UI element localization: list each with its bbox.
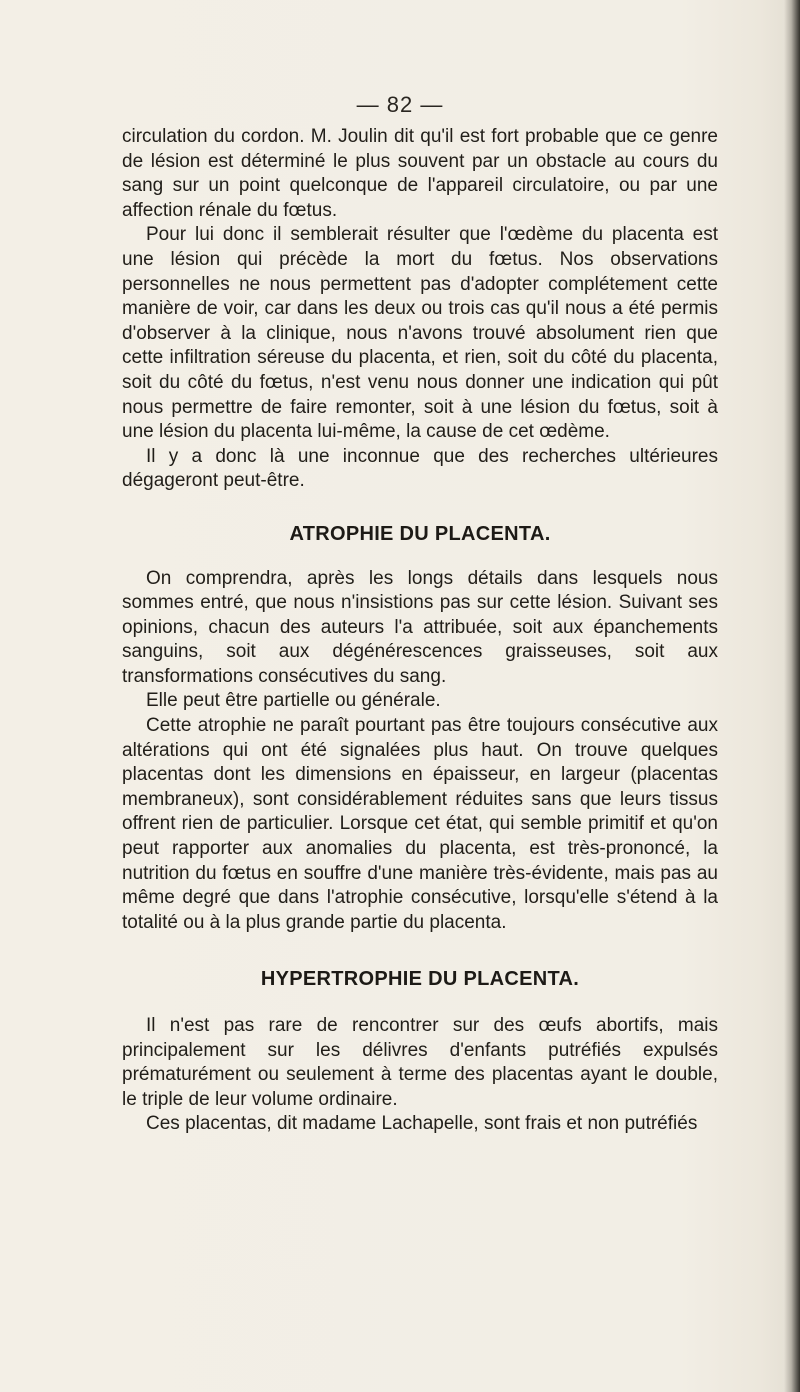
paragraph: circulation du cordon. M. Joulin dit qu'il est fort probable que ce genre de lésion est déterminé le plus souvent par un obstacle au cours du sang sur un point quelconque de l'appareil circulatoire, ou par une affection rénale du fœtus. (122, 126, 718, 221)
page-edge-shadow (784, 0, 800, 1392)
page-number: — 82 — (356, 92, 444, 117)
paragraph: On comprendra, après les longs détails dans lesquels nous sommes entré, que nous n'insistions pas sur cette lésion. Suivant ses opinions, chacun des auteurs l'a attribuée, soit aux épanchements sanguins, soit aux dégénérescences graisseuses, soit aux transformations consécutives du sang. (122, 567, 718, 687)
paragraph: Ces placentas, dit madame Lachapelle, sont frais et non putréfiés (146, 1113, 698, 1135)
section-heading-atrophie: ATROPHIE DU PLACENTA. (289, 522, 551, 545)
paragraph: Il y a donc là une inconnue que des recherches ultérieures dégageront peut-être. (122, 445, 718, 492)
paragraph: Elle peut être partielle ou générale. (146, 690, 441, 712)
paragraph: Il n'est pas rare de rencontrer sur des œufs abortifs, mais principalement sur les délivres d'enfants putréfiés expulsés prématurément ou seulement à terme des placentas ayant le double, le triple de leur volume ordinaire. (122, 1015, 718, 1110)
page-text (122, 125, 718, 1137)
section-heading-hypertrophie: HYPERTROPHIE DU PLACENTA. (260, 968, 580, 991)
paragraph: Cette atrophie ne paraît pourtant pas être toujours consécutive aux altérations qui ont été signalées plus haut. On trouve quelques placentas dont les dimensions en épaisseur, en largeur (placentas membraneux), sont considérablement réduites sans que leurs tissus offrent rien de particulier. Lorsque cet état, qui semble primitif et qu'on peut rapporter aux anomalies du placenta, est très-prononcé, la nutrition du fœtus en souffre d'une manière très-évidente, mais pas au même degré que dans l'atrophie consécutive, lorsqu'elle s'étend à la totalité ou à la plus grande partie du placenta. (122, 715, 718, 933)
paragraph: Pour lui donc il semblerait résulter que l'œdème du placenta est une lésion qui précède la mort du fœtus. Nos observations personnelles ne nous permettent pas d'adopter complétement cette manière de voir, car dans les deux ou trois cas qu'il nous a été permis d'observer à la clinique, nous n'avons trouvé absolument rien que cette infiltration séreuse du placenta, et rien, soit du côté du placenta, soit du côté du fœtus, n'est venu nous donner une indication qui pût nous permettre de faire remonter, soit à une lésion du fœtus, soit à une lésion du placenta lui-même, la cause de cet œdème. (122, 224, 718, 443)
